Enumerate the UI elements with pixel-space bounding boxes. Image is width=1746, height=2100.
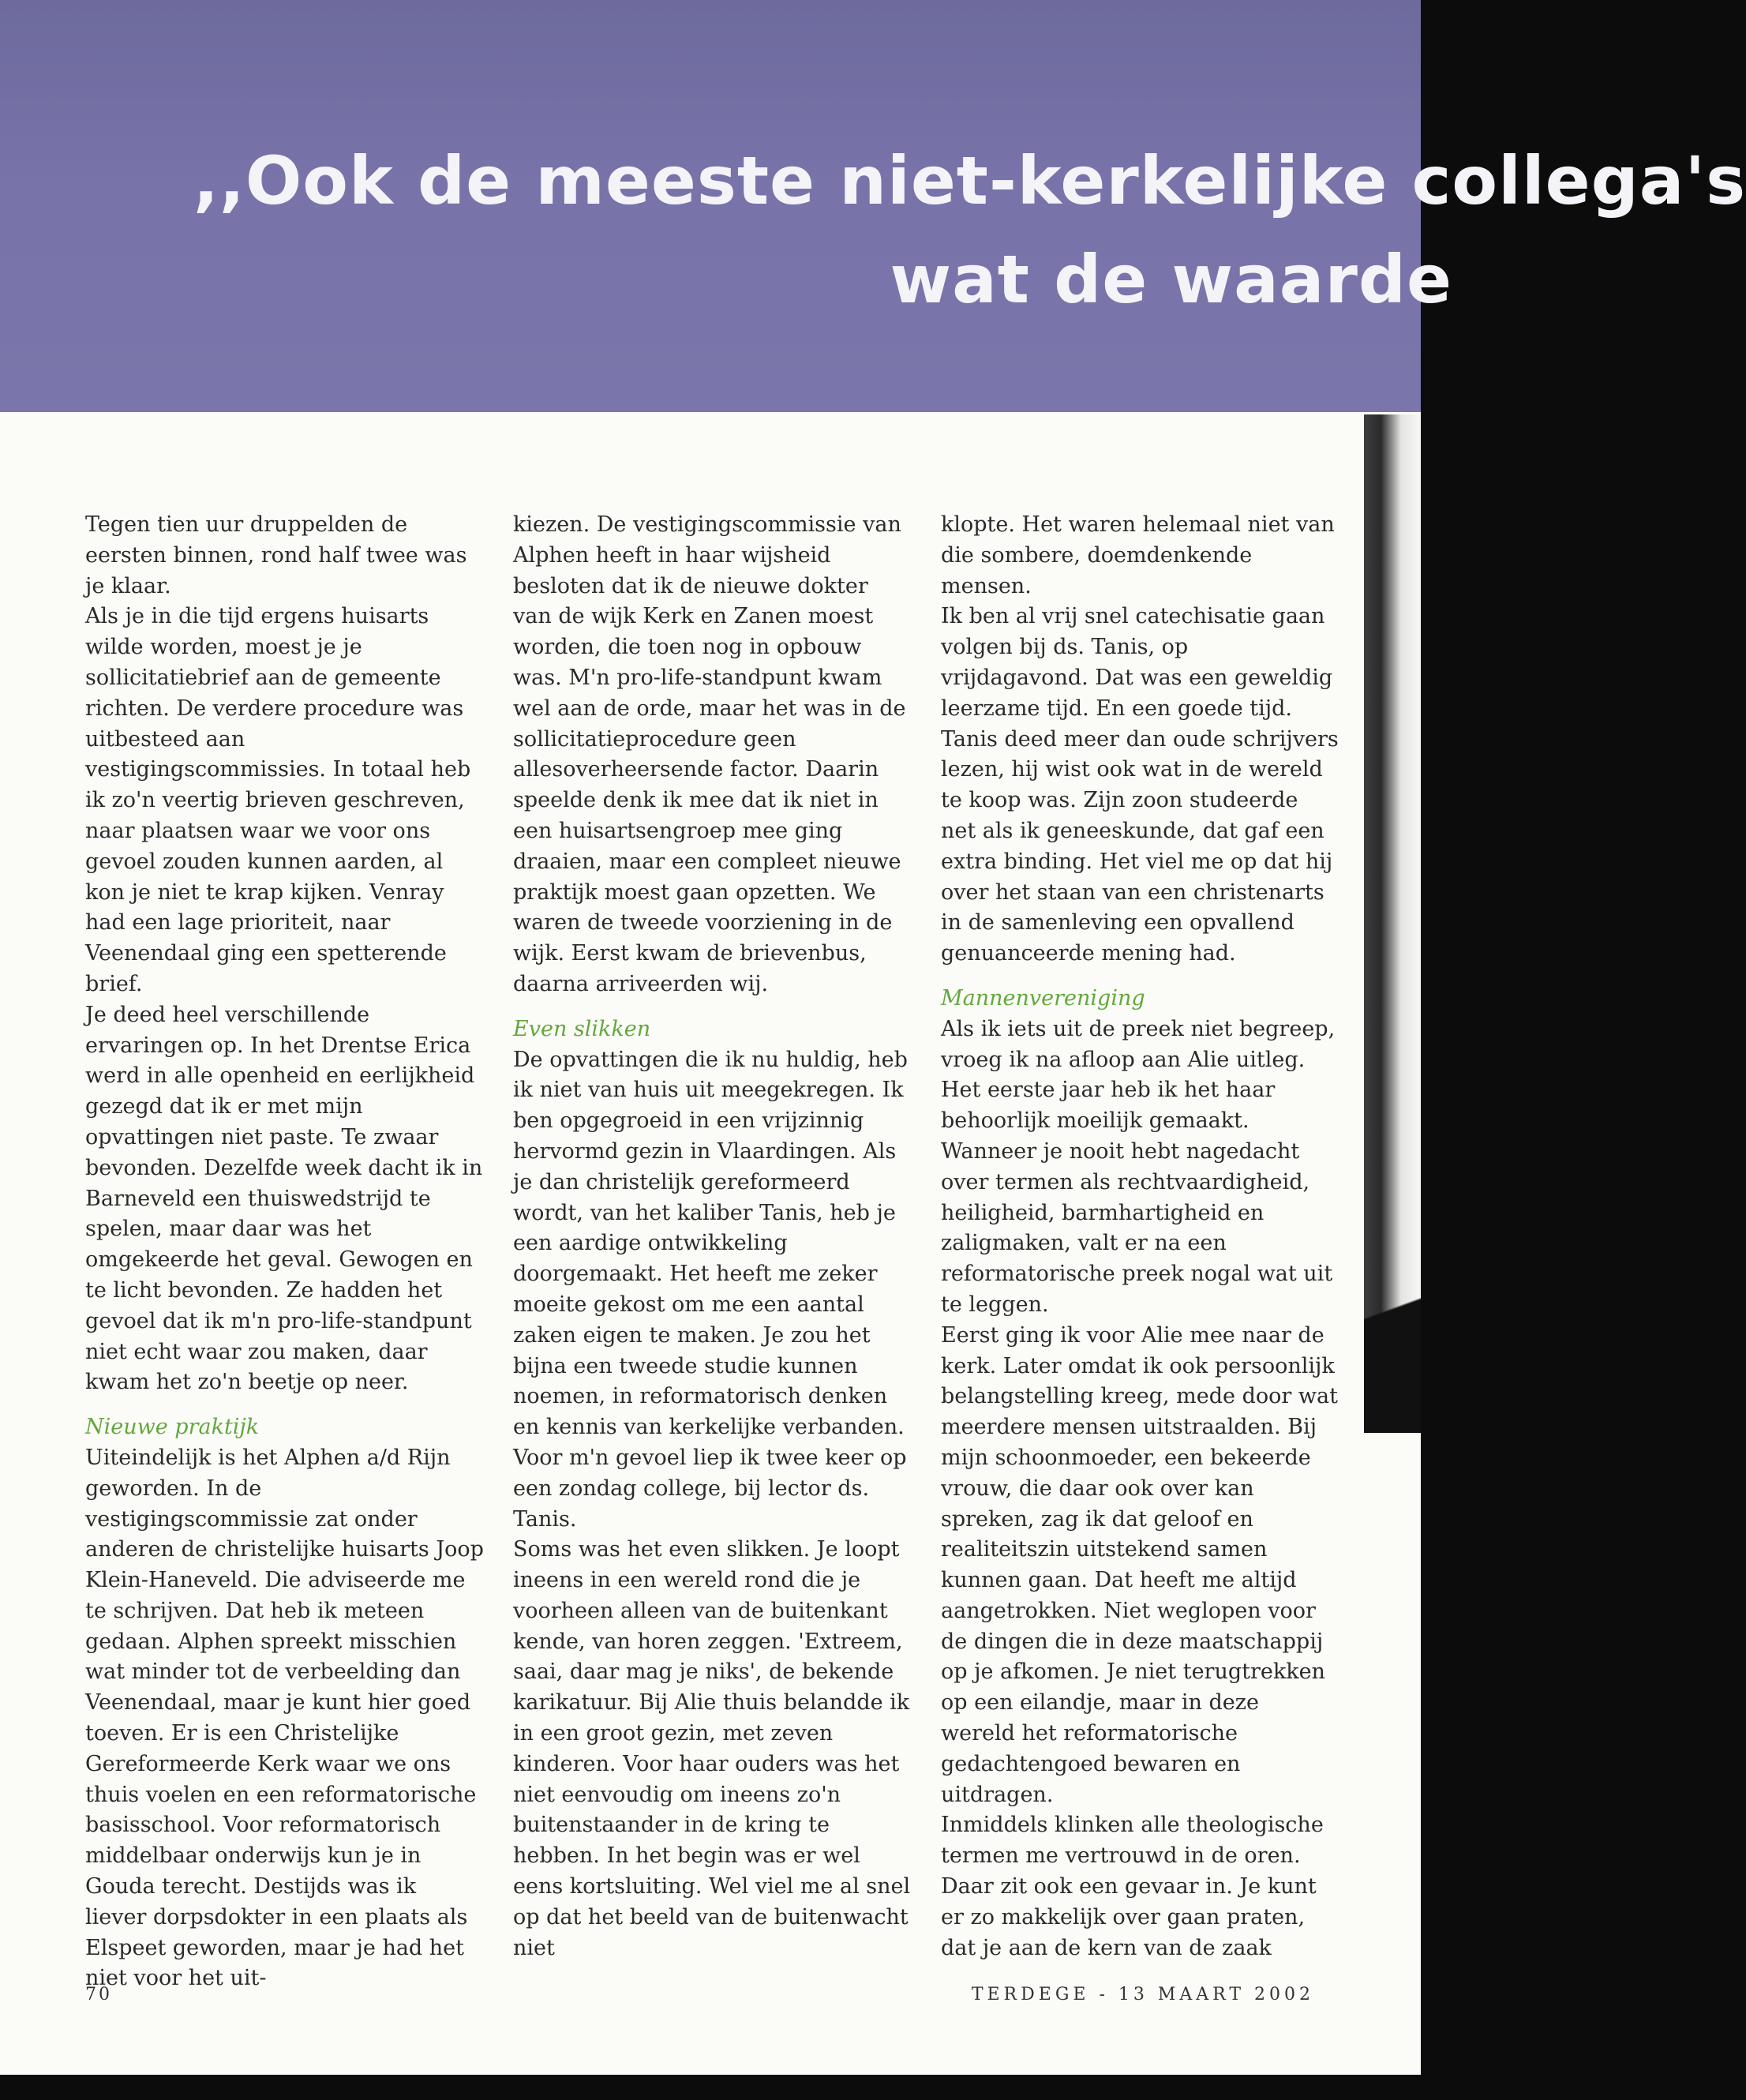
paragraph: Tegen tien uur druppelden de eersten binnen, rond half twee was je klaar.: [85, 512, 467, 598]
publication-date: TERDEGE - 13 MAART 2002: [971, 1985, 1314, 2004]
paragraph: Uiteindelijk is het Alphen a/d Rijn geworden. In de vestigingscommissie zat onder anderen de christelijke huisarts Joop Klein-Haneveld. Die adviseerde me te schrijven. Dat heb ik meteen gedaan. Alphen spreekt misschien wat minder tot de verbeelding dan Veenendaal, maar je kunt hier goed toeven. Er is een Christelijke Gereformeerde Kerk waar we ons thuis voelen en een reformatorische basisschool. Voor reformatorisch middelbaar onderwijs kun je in Gouda terecht. Destijds was ik liever dorpsdokter in een plaats als Elspeet geworden, maar je had het niet voor het uit-: [85, 1445, 484, 1991]
paragraph: Je deed heel verschillende ervaringen op. In het Drentse Erica werd in alle openheid en eerlijkheid gezegd dat ik er met mijn opvattingen niet paste. Te zwaar bevonden. Dezelfde week dacht ik in Barneveld een thuiswedstrijd te spelen, maar daar was het omgekeerde het geval. Gewogen en te licht bevonden. Ze hadden het gevoel dat ik m'n pro-life-standpunt niet echt waar zou maken, daar kwam het zo'n beetje op neer.: [85, 1002, 483, 1395]
paragraph: Als ik iets uit de preek niet begreep, vroeg ik na afloop aan Alie uitleg. Het eerste jaar heb ik het haar behoorlijk moeilijk gemaakt. Wanneer je nooit hebt nagedacht over termen als rechtvaardigheid, heiligheid, barmhartigheid en zaligmaken, valt er na een reformatorische preek nogal wat uit te leggen.: [941, 1016, 1336, 1317]
paragraph: kiezen. De vestigingscommissie van Alphen heeft in haar wijsheid besloten dat ik de nieuwe dokter van de wijk Kerk en Zanen moest worden, die toen nog in opbouw was. M'n pro-life-standpunt kwam wel aan de orde, maar het was in de sollicitatieprocedure geen allesoverheersende factor. Daarin speelde denk ik mee dat ik niet in een huisartsengroep mee ging draaien, maar een compleet nieuwe praktijk moest gaan opzetten. We waren de tweede voorziening in de wijk. Eerst kwam de brievenbus, daarna arriveerden wij.: [513, 512, 906, 996]
headline-line-2: wat de waarde: [890, 241, 1452, 318]
column-2: [513, 510, 912, 1963]
paragraph: klopte. Het waren helemaal niet van die sombere, doemdenkende mensen.: [941, 512, 1335, 598]
column-1: [85, 510, 484, 1994]
section-heading: Mannenvereniging: [941, 985, 1145, 1011]
section-heading: Even slikken: [513, 1016, 651, 1041]
paragraph: De opvattingen die ik nu huldig, heb ik niet van huis uit meegekregen. Ik ben opgegroeid in een vrijzinnig hervormd gezin in Vlaardingen. Als je dan christelijk gereformeerd wordt, van het kaliber Tanis, heb je een aardige ontwikkeling doorgemaakt. Het heeft me zeker moeite gekost om me een aantal zaken eigen te maken. Je zou het bijna een tweede studie kunnen noemen, in reformatorisch denken en kennis van kerkelijke verbanden. Voor m'n gevoel liep ik twee keer op een zondag college, bij lector ds. Tanis.: [513, 1047, 908, 1532]
paragraph: Inmiddels klinken alle theologische termen me vertrouwd in de oren. Daar zit ook een gevaar in. Je kunt er zo makkelijk over gaan praten, dat je aan de kern van de zaak: [941, 1813, 1324, 1960]
paragraph: Soms was het even slikken. Je loopt ineens in een wereld rond die je voorheen alleen van de buitenkant kende, van horen zeggen. 'Extreem, saai, daar mag je niks', de bekende karikatuur. Bij Alie thuis belandde ik in een groot gezin, met zeven kinderen. Voor haar ouders was het niet eenvoudig om ineens zo'n buitenstaander in de kring te hebben. In het begin was er wel eens kortsluiting. Wel viel me al snel op dat het beeld van de buitenwacht niet: [513, 1537, 911, 1960]
headline-banner: [0, 0, 1746, 412]
page-number: 70: [85, 1985, 112, 2004]
headline-line-1: ,,Ook de meeste niet-kerkelijke collega's: [193, 142, 1746, 219]
paragraph: Als je in die tijd ergens huisarts wilde worden, moest je je sollicitatiebrief aan de gemeente richten. De verdere procedure was uitbesteed aan vestigingscommissies. In totaal heb ik zo'n veertig brieven geschreven, naar plaatsen waar we voor ons gevoel zouden kunnen aarden, al kon je niet te krap kijken. Venray had een lage prioriteit, naar Veenendaal ging een spetterende brief.: [85, 604, 471, 996]
column-3: [941, 510, 1339, 1963]
photo-edge: [1364, 414, 1421, 1433]
section-heading: Nieuwe praktijk: [85, 1415, 260, 1440]
paragraph: Ik ben al vrij snel catechisatie gaan volgen bij ds. Tanis, op vrijdagavond. Dat was een geweldig leerzame tijd. En een goede tijd. Tanis deed meer dan oude schrijvers lezen, hij wist ook wat in de wereld te koop was. Zijn zoon studeerde net als ik geneeskunde, dat gaf een extra binding. Het viel me op dat hij over het staan van een christenarts in de samenleving een opvallend genuanceerde mening had.: [941, 604, 1339, 966]
paragraph: Eerst ging ik voor Alie mee naar de kerk. Later omdat ik ook persoonlijk belangstelling kreeg, mede door wat meerdere mensen uitstraalden. Bij mijn schoonmoeder, een bekeerde vrouw, die daar ook over kan spreken, zag ik dat geloof en realiteitszin uitstekend samen kunnen gaan. Dat heeft me altijd aangetrokken. Niet weglopen voor de dingen die in deze maatschappij op je afkomen. Je niet terugtrekken op een eilandje, maar in deze wereld het reformatorische gedachtengoed bewaren en uitdragen.: [941, 1322, 1338, 1807]
